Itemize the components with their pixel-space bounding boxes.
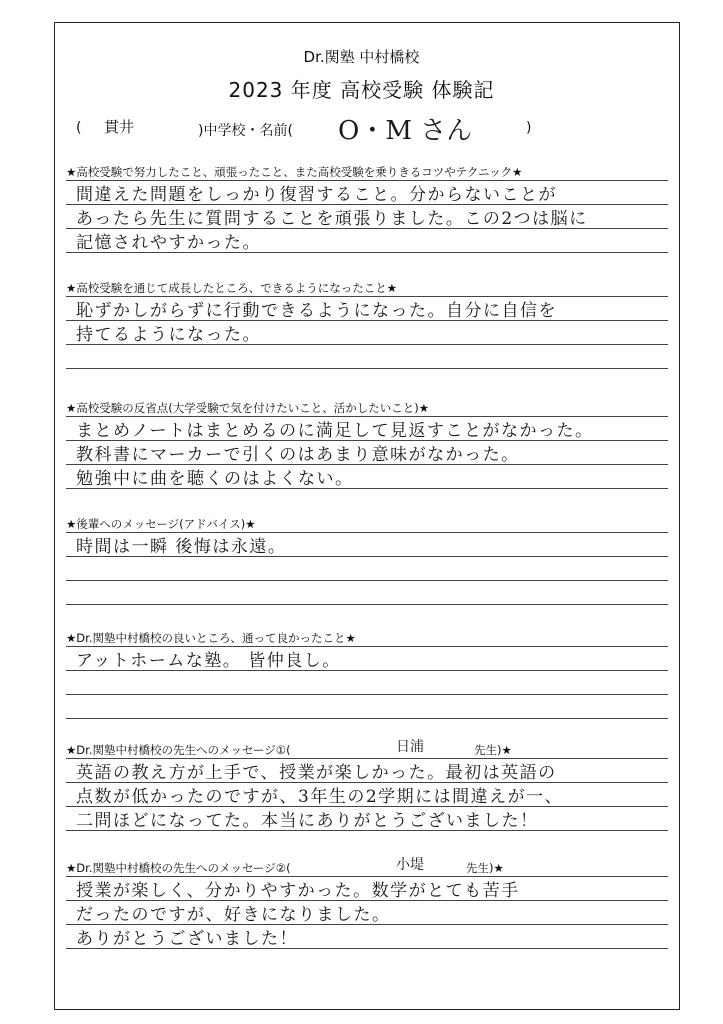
section-teacher-message-2: [66, 857, 668, 970]
teacher-name: 小堤: [396, 857, 424, 873]
section-title: ★Dr.関塾中村橋校の先生へのメッセージ②(: [66, 861, 291, 875]
document-title: 2023 年度 高校受験 体験記: [228, 78, 495, 102]
school-name: Dr.関塾 中村橋校: [303, 48, 420, 66]
handwritten-line: 授業が楽しく、分かりやすかった。数学がとても苦手: [76, 881, 520, 901]
handwritten-line: 間違えた問題をしっかり復習すること。分からないことが: [76, 185, 557, 205]
handwritten-line: 持てるようになった。: [76, 325, 261, 345]
middle-school-name: 貫井: [104, 118, 135, 136]
handwritten-line: あったら先生に質問することを頑張りました。この2つは脳に: [76, 209, 588, 229]
name-row: [76, 112, 636, 144]
handwritten-line: 恥ずかしがらずに行動できるようになった。自分に自信を: [76, 301, 557, 321]
handwritten-line: 時間は一瞬 後悔は永遠。: [76, 537, 287, 557]
section-title: ★後輩へのメッセージ(アドバイス)★: [66, 517, 256, 531]
section-school-good-points: [66, 630, 668, 740]
section-teacher-message-1: [66, 739, 668, 852]
student-name: O・M さん: [338, 116, 473, 146]
handwritten-line: 記憶されやすかった。: [76, 233, 261, 253]
handwritten-line: アットホームな塾。 皆仲良し。: [76, 651, 341, 671]
open-paren: (: [76, 120, 82, 136]
handwritten-line: 点数が低かったのですが、3年生の2学期には間違えが一、: [76, 787, 564, 807]
section-title: ★Dr.関塾中村橋校の先生へのメッセージ①(: [66, 743, 291, 757]
section-effort: [66, 164, 668, 274]
section-advice: [66, 516, 668, 626]
handwritten-line: 勉強中に曲を聴くのはよくない。: [76, 469, 354, 489]
close-paren: ): [526, 120, 532, 136]
section-reflection: [66, 400, 668, 510]
section-title: ★Dr.関塾中村橋校の良いところ、通って良かったこと★: [66, 631, 356, 645]
handwritten-line: ありがとうございました！: [76, 929, 298, 949]
handwritten-line: 英語の教え方が上手で、授業が楽しかった。最初は英語の: [76, 763, 557, 783]
section-title-end: 先生)★: [466, 861, 504, 875]
section-title-end: 先生)★: [474, 743, 512, 757]
handwritten-line: まとめノートはまとめるのに満足して見返すことがなかった。: [76, 421, 594, 441]
section-title: ★高校受験で努力したこと、頑張ったこと、また高校受験を乗りきるコツやテクニック★: [66, 165, 523, 179]
section-title: ★高校受験を通じて成長したところ、できるようになったこと★: [66, 281, 398, 295]
section-growth: [66, 280, 668, 390]
section-title: ★高校受験の反省点(大学受験で気を付けたいこと、活かしたいこと)★: [66, 401, 430, 415]
teacher-name: 日浦: [396, 739, 424, 755]
handwritten-line: 二問ほどになってた。本当にありがとうございました！: [76, 811, 539, 831]
name-label: )中学校・名前(: [198, 123, 293, 139]
handwritten-line: 教科書にマーカーで引くのはあまり意味がなかった。: [76, 445, 520, 465]
handwritten-line: だったのですが、好きになりました。: [76, 905, 391, 925]
